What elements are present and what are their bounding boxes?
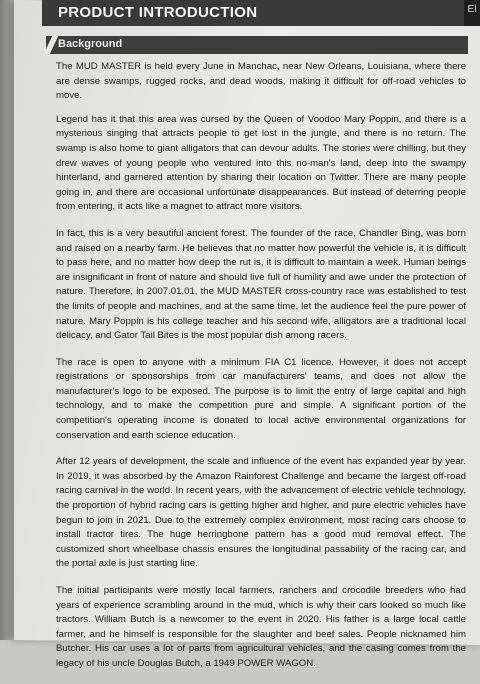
body-text [56, 60, 466, 684]
section-title: Background [58, 38, 123, 50]
slash-decoration-icon [44, 36, 58, 54]
paragraph-development: After 12 years of development, the scale and influence of the event has expanded year by year. In 2019, it was absorbed by the Amazon Rainforest Challenge and became the largest off-road racing carnival in the world. In recent years, with the advancement of electric vehicle technology, the proportion of hybrid racing cars is getting higher and higher, and pure electric vehicles have begun to join in 2021. Due to the extremely complex environment, most racing cars choose to install tractor tires. The huge herringbone pattern has a good mud removal effect. The customized short wheelbase chassis ensures the longitudinal passability of the racing car, and the portal axle is just starting line. [56, 456, 466, 570]
paragraph-history: In fact, this is a very beautiful ancient forest. The founder of the race, Chandler Bing, was born and raised on a nearby farm. He believes that no matter how powerful the vehicle is, it is difficult to pass here, and no matter how deep the rut is, it is difficult to maintain a week. Human beings are insignificant in front of nature and should live full of humility and awe under the protection of nature. Therefore, in 2007.01.01, the MUD MASTER cross-country race was established to test the limits of people and machines, and at the same time, let the audience feel the pure power of nature. Mary Poppin is his college teacher and his second wife, alligators are a traditional local delicacy, and Gator Tail Bites is the most popular dish among racers. [56, 227, 466, 342]
paragraph-intro: The MUD MASTER is held every June in Manchac, near New Orleans, Louisiana, where there are dense swamps, rugged rocks, and dead woods, making it difficult for off-road vehicles to move. [56, 61, 466, 102]
paragraph-participants: The initial participants were mostly local farmers, ranchers and crocodile breeders who had years of experience scrambling around in the mud, which is why their cars looked so much like tractors. William Butch is a newcomer to the event in 2020. His father is a large local cattle farmer, and he himself is responsible for the slaughter and beef sales. People nicknamed him Butcher. His car uses a lot of parts from agricultural vehicles, and the casing comes from the legacy of his uncle Douglas Butch, a 1949 POWER WAGON. [56, 585, 466, 669]
paragraph-rules: The race is open to anyone with a minimum FIA C1 licence. However, it does not accept registrations or sponsorships from car manufacturers' teams, and does not allow the manufacturer's logo to be exposed. The purpose is to limit the entry of large capital and high technology, and to make the competition pure and simple. A significant portion of the competition's operating income is donated to local active environmental organizations for conservation and earth science education. [56, 356, 466, 441]
page-title: PRODUCT INTRODUCTION [58, 4, 258, 21]
edge-tab: El [464, 0, 480, 26]
section-heading-bar [46, 36, 468, 54]
paragraph-legend: Legend has it that this area was cursed by the Queen of Voodoo Mary Poppin, and there is a mysterious singing that attracts people to get lost in the jungle, and there is no return. The swamp is also home to giant alligators that can devour adults. The stories were chilling, but they drew waves of young people who ventured into this no-man's land, deep into the swampy hinterland, and garnered attention by sharing their location on Twitter. There are many people going in, and there are occasional unfortunate disappearances. But instead of deterring people from entering, it acts like a magnet to attract more visitors. [56, 113, 466, 213]
page-header [42, 0, 480, 26]
